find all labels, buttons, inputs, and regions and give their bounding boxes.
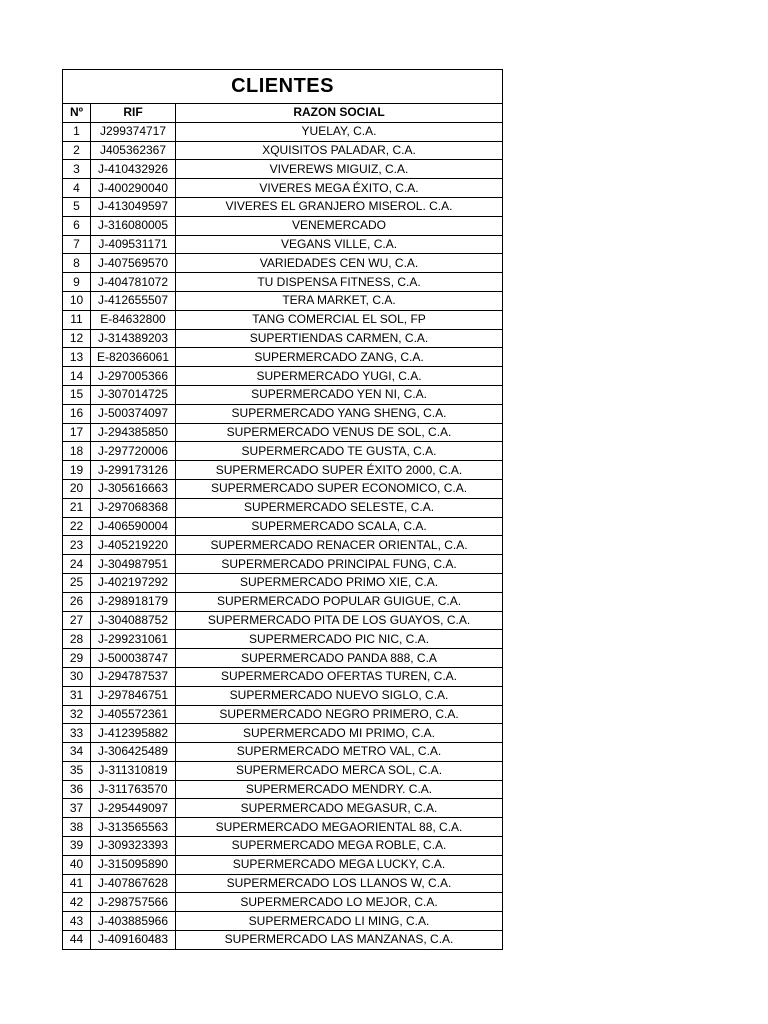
razon-social-cell: VEGANS VILLE, C.A.: [176, 235, 503, 254]
table-row: [63, 874, 503, 893]
razon-social-cell: SUPERMERCADO OFERTAS TUREN, C.A.: [176, 667, 503, 686]
table-row: [63, 404, 503, 423]
razon-social-cell: SUPERMERCADO ZANG, C.A.: [176, 348, 503, 367]
razon-social-cell: SUPERMERCADO METRO VAL, C.A.: [176, 743, 503, 762]
razon-social-cell: SUPERMERCADO MERCA SOL, C.A.: [176, 761, 503, 780]
row-number: 5: [63, 197, 91, 216]
row-number: 44: [63, 931, 91, 950]
rif-cell: J-309323393: [91, 837, 176, 856]
row-number: 10: [63, 291, 91, 310]
razon-social-cell: SUPERMERCADO PIC NIC, C.A.: [176, 630, 503, 649]
razon-social-cell: SUPERMERCADO MEGA ROBLE, C.A.: [176, 837, 503, 856]
row-number: 32: [63, 705, 91, 724]
table-row: [63, 573, 503, 592]
table-row: [63, 743, 503, 762]
razon-social-cell: SUPERMERCADO LI MING, C.A.: [176, 912, 503, 931]
row-number: 18: [63, 442, 91, 461]
razon-social-cell: SUPERMERCADO TE GUSTA, C.A.: [176, 442, 503, 461]
table-row: [63, 122, 503, 141]
row-number: 4: [63, 179, 91, 198]
table-row: [63, 310, 503, 329]
row-number: 26: [63, 592, 91, 611]
row-number: 40: [63, 855, 91, 874]
rif-cell: J-297720006: [91, 442, 176, 461]
rif-cell: J-407569570: [91, 254, 176, 273]
razon-social-cell: VARIEDADES CEN WU, C.A.: [176, 254, 503, 273]
table-row: [63, 555, 503, 574]
table-row: [63, 216, 503, 235]
rif-cell: J-402197292: [91, 573, 176, 592]
razon-social-cell: SUPERMERCADO VENUS DE SOL, C.A.: [176, 423, 503, 442]
razon-social-cell: SUPERMERCADO SUPER ECONOMICO, C.A.: [176, 479, 503, 498]
table-row: [63, 724, 503, 743]
rif-cell: J-299173126: [91, 461, 176, 480]
row-number: 30: [63, 667, 91, 686]
rif-cell: J-412655507: [91, 291, 176, 310]
table-row: [63, 705, 503, 724]
rif-cell: J-403885966: [91, 912, 176, 931]
razon-social-cell: SUPERMERCADO PANDA 888, C.A: [176, 649, 503, 668]
table-row: [63, 179, 503, 198]
row-number: 3: [63, 160, 91, 179]
table-row: [63, 592, 503, 611]
table-row: [63, 442, 503, 461]
table-row: [63, 667, 503, 686]
razon-social-cell: SUPERMERCADO YUGI, C.A.: [176, 367, 503, 386]
row-number: 34: [63, 743, 91, 762]
column-header-razon-social: RAZON SOCIAL: [176, 104, 503, 123]
razon-social-cell: SUPERMERCADO LO MEJOR, C.A.: [176, 893, 503, 912]
row-number: 43: [63, 912, 91, 931]
razon-social-cell: XQUISITOS PALADAR, C.A.: [176, 141, 503, 160]
rif-cell: E-84632800: [91, 310, 176, 329]
row-number: 7: [63, 235, 91, 254]
razon-social-cell: VIVERES MEGA ÉXITO, C.A.: [176, 179, 503, 198]
row-number: 38: [63, 818, 91, 837]
rif-cell: J-299231061: [91, 630, 176, 649]
table-row: [63, 912, 503, 931]
rif-cell: J-409531171: [91, 235, 176, 254]
razon-social-cell: SUPERMERCADO POPULAR GUIGUE, C.A.: [176, 592, 503, 611]
rif-cell: J-500038747: [91, 649, 176, 668]
table-row: [63, 649, 503, 668]
rif-cell: J-294787537: [91, 667, 176, 686]
rif-cell: J-297068368: [91, 498, 176, 517]
rif-cell: J-315095890: [91, 855, 176, 874]
rif-cell: J-304987951: [91, 555, 176, 574]
table-row: [63, 254, 503, 273]
table-row: [63, 799, 503, 818]
razon-social-cell: SUPERTIENDAS CARMEN, C.A.: [176, 329, 503, 348]
clientes-table: [62, 69, 503, 950]
razon-social-cell: SUPERMERCADO SCALA, C.A.: [176, 517, 503, 536]
rif-cell: J-400290040: [91, 179, 176, 198]
razon-social-cell: YUELAY, C.A.: [176, 122, 503, 141]
razon-social-cell: SUPERMERCADO PRINCIPAL FUNG, C.A.: [176, 555, 503, 574]
table-row: [63, 931, 503, 950]
row-number: 42: [63, 893, 91, 912]
row-number: 11: [63, 310, 91, 329]
row-number: 37: [63, 799, 91, 818]
row-number: 8: [63, 254, 91, 273]
row-number: 12: [63, 329, 91, 348]
table-row: [63, 160, 503, 179]
table-row: [63, 630, 503, 649]
rif-cell: J-412395882: [91, 724, 176, 743]
row-number: 15: [63, 385, 91, 404]
table-row: [63, 498, 503, 517]
razon-social-cell: SUPERMERCADO MEGASUR, C.A.: [176, 799, 503, 818]
razon-social-cell: SUPERMERCADO YANG SHENG, C.A.: [176, 404, 503, 423]
row-number: 35: [63, 761, 91, 780]
razon-social-cell: TU DISPENSA FITNESS, C.A.: [176, 273, 503, 292]
row-number: 20: [63, 479, 91, 498]
row-number: 24: [63, 555, 91, 574]
rif-cell: J-295449097: [91, 799, 176, 818]
row-number: 28: [63, 630, 91, 649]
razon-social-cell: SUPERMERCADO NUEVO SIGLO, C.A.: [176, 686, 503, 705]
row-number: 14: [63, 367, 91, 386]
razon-social-cell: VIVEREWS MIGUIZ, C.A.: [176, 160, 503, 179]
razon-social-cell: SUPERMERCADO PITA DE LOS GUAYOS, C.A.: [176, 611, 503, 630]
row-number: 22: [63, 517, 91, 536]
table-row: [63, 329, 503, 348]
rif-cell: J-297846751: [91, 686, 176, 705]
rif-cell: J-405572361: [91, 705, 176, 724]
row-number: 41: [63, 874, 91, 893]
razon-social-cell: TERA MARKET, C.A.: [176, 291, 503, 310]
row-number: 2: [63, 141, 91, 160]
rif-cell: J-298918179: [91, 592, 176, 611]
rif-cell: J-407867628: [91, 874, 176, 893]
rif-cell: J-406590004: [91, 517, 176, 536]
row-number: 33: [63, 724, 91, 743]
row-number: 25: [63, 573, 91, 592]
table-row: [63, 197, 503, 216]
rif-cell: E-820366061: [91, 348, 176, 367]
table-row: [63, 235, 503, 254]
title-row: [63, 70, 503, 104]
row-number: 29: [63, 649, 91, 668]
column-header-rif: RIF: [91, 104, 176, 123]
row-number: 27: [63, 611, 91, 630]
table-row: [63, 385, 503, 404]
rif-cell: J-313565563: [91, 818, 176, 837]
table-row: [63, 686, 503, 705]
table-row: [63, 536, 503, 555]
row-number: 23: [63, 536, 91, 555]
table-row: [63, 367, 503, 386]
table-row: [63, 291, 503, 310]
table-row: [63, 423, 503, 442]
row-number: 13: [63, 348, 91, 367]
razon-social-cell: SUPERMERCADO RENACER ORIENTAL, C.A.: [176, 536, 503, 555]
rif-cell: J405362367: [91, 141, 176, 160]
table-row: [63, 479, 503, 498]
table-row: [63, 761, 503, 780]
table-row: [63, 348, 503, 367]
rif-cell: J299374717: [91, 122, 176, 141]
rif-cell: J-297005366: [91, 367, 176, 386]
rif-cell: J-413049597: [91, 197, 176, 216]
rif-cell: J-311763570: [91, 780, 176, 799]
header-row: [63, 104, 503, 123]
rif-cell: J-294385850: [91, 423, 176, 442]
razon-social-cell: TANG COMERCIAL EL SOL, FP: [176, 310, 503, 329]
table-row: [63, 611, 503, 630]
row-number: 9: [63, 273, 91, 292]
razon-social-cell: SUPERMERCADO SELESTE, C.A.: [176, 498, 503, 517]
table-row: [63, 141, 503, 160]
row-number: 1: [63, 122, 91, 141]
rif-cell: J-404781072: [91, 273, 176, 292]
rif-cell: J-304088752: [91, 611, 176, 630]
row-number: 17: [63, 423, 91, 442]
table-row: [63, 893, 503, 912]
table-row: [63, 855, 503, 874]
razon-social-cell: SUPERMERCADO NEGRO PRIMERO, C.A.: [176, 705, 503, 724]
razon-social-cell: SUPERMERCADO MEGAORIENTAL 88, C.A.: [176, 818, 503, 837]
rif-cell: J-305616663: [91, 479, 176, 498]
table-row: [63, 780, 503, 799]
rif-cell: J-405219220: [91, 536, 176, 555]
rif-cell: J-307014725: [91, 385, 176, 404]
razon-social-cell: SUPERMERCADO MI PRIMO, C.A.: [176, 724, 503, 743]
razon-social-cell: SUPERMERCADO MEGA LUCKY, C.A.: [176, 855, 503, 874]
razon-social-cell: SUPERMERCADO MENDRY. C.A.: [176, 780, 503, 799]
table-row: [63, 517, 503, 536]
table-title: CLIENTES: [63, 70, 503, 104]
rif-cell: J-410432926: [91, 160, 176, 179]
row-number: 21: [63, 498, 91, 517]
row-number: 6: [63, 216, 91, 235]
row-number: 31: [63, 686, 91, 705]
row-number: 39: [63, 837, 91, 856]
rif-cell: J-298757566: [91, 893, 176, 912]
row-number: 19: [63, 461, 91, 480]
table-row: [63, 837, 503, 856]
table-row: [63, 818, 503, 837]
razon-social-cell: VENEMERCADO: [176, 216, 503, 235]
razon-social-cell: SUPERMERCADO LOS LLANOS W, C.A.: [176, 874, 503, 893]
rif-cell: J-409160483: [91, 931, 176, 950]
rif-cell: J-316080005: [91, 216, 176, 235]
razon-social-cell: SUPERMERCADO SUPER ÉXITO 2000, C.A.: [176, 461, 503, 480]
razon-social-cell: VIVERES EL GRANJERO MISEROL. C.A.: [176, 197, 503, 216]
row-number: 36: [63, 780, 91, 799]
table-body: [63, 122, 503, 949]
rif-cell: J-306425489: [91, 743, 176, 762]
rif-cell: J-311310819: [91, 761, 176, 780]
razon-social-cell: SUPERMERCADO PRIMO XIE, C.A.: [176, 573, 503, 592]
rif-cell: J-314389203: [91, 329, 176, 348]
razon-social-cell: SUPERMERCADO LAS MANZANAS, C.A.: [176, 931, 503, 950]
rif-cell: J-500374097: [91, 404, 176, 423]
column-header-number: Nº: [63, 104, 91, 123]
razon-social-cell: SUPERMERCADO YEN NI, C.A.: [176, 385, 503, 404]
table-row: [63, 273, 503, 292]
table-row: [63, 461, 503, 480]
row-number: 16: [63, 404, 91, 423]
